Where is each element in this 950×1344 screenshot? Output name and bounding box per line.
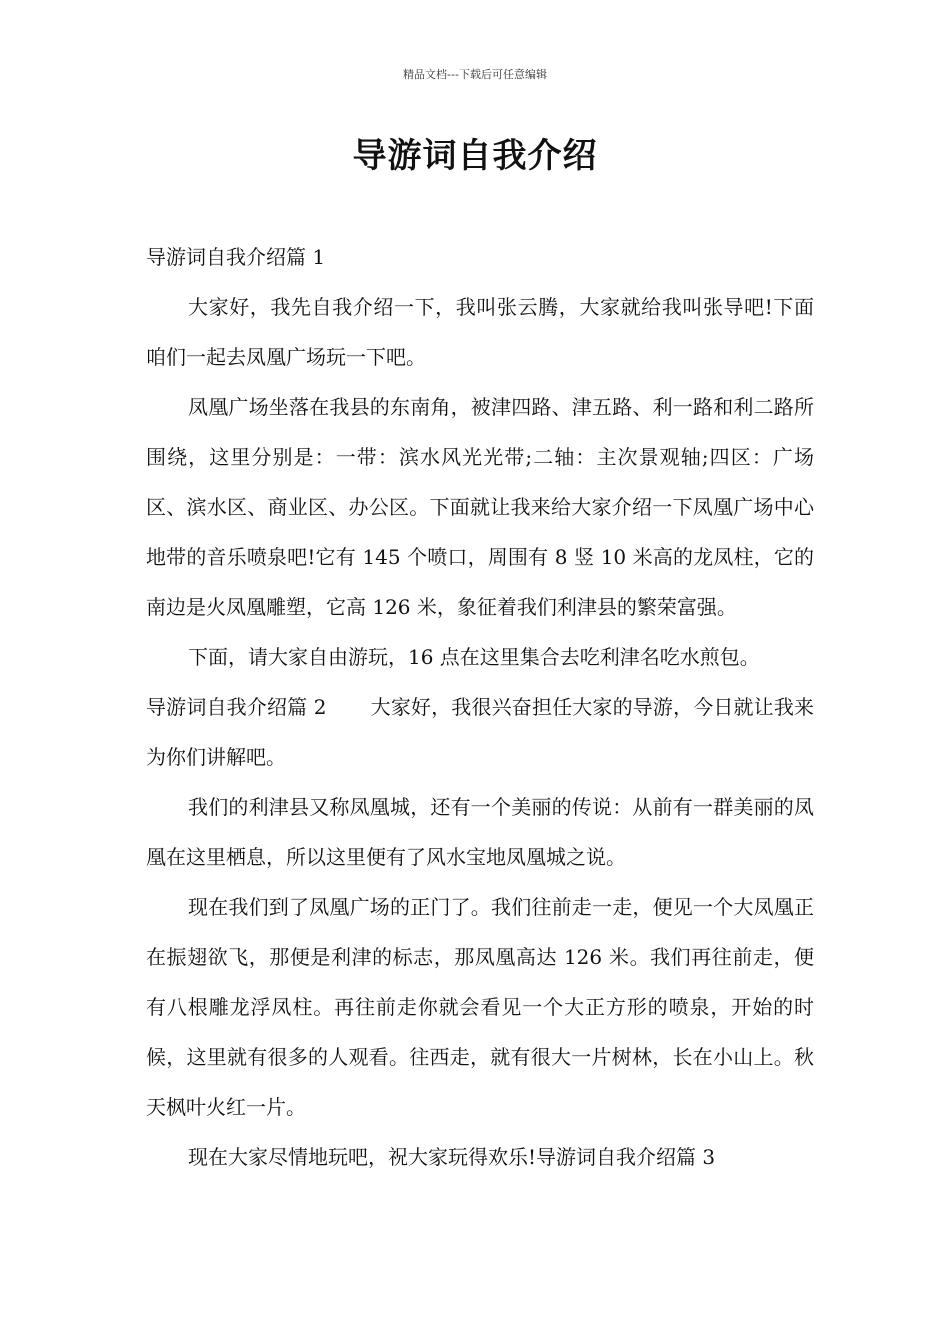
document-body [146, 232, 814, 1182]
paragraph-7: 现在大家尽情地玩吧，祝大家玩得欢乐!导游词自我介绍篇 3 [188, 1145, 716, 1169]
header-note: 精品文档---下载后可任意编辑 [403, 68, 547, 81]
paragraph-3: 下面，请大家自由游玩，16 点在这里集合去吃利津名吃水煎包。 [188, 645, 760, 669]
section-heading-2: 导游词自我介绍篇 2 [146, 695, 327, 719]
paragraph-1: 大家好，我先自我介绍一下，我叫张云腾，大家就给我叫张导吧!下面咱们一起去凤凰广场玩一下吧。 [146, 295, 814, 369]
paragraph-4: 大家好，我很兴奋担任大家的导游，今日就让我来为你们讲解吧。 [146, 695, 814, 769]
section-2-block [146, 682, 814, 782]
section-heading-1: 导游词自我介绍篇 1 [146, 245, 326, 269]
paragraph-6: 现在我们到了凤凰广场的正门了。我们往前走一走，便见一个大凤凰正在振翅欲飞，那便是利津的标志，那凤凰高达 126 米。我们再往前走，便有八根雕龙浮凤柱。再往前走你就会看见一个大正方形的喷泉，开始的时候，这里就有很多的人观看。往西走，就有很大一片树林，长在小山上。秋天枫叶火红一片。 [146, 895, 814, 1119]
page-title: 导游词自我介绍 [352, 136, 598, 176]
paragraph-2: 凤凰广场坐落在我县的东南角，被津四路、津五路、利一路和利二路所围绕，这里分别是：一带：滨水风光光带;二轴：主次景观轴;四区：广场区、滨水区、商业区、办公区。下面就让我来给大家介绍一下凤凰广场中心地带的音乐喷泉吧!它有 145 个喷口，周围有 8 竖 10 米高的龙凤柱，它的南边是火凤凰雕塑，它高 126 米，象征着我们利津县的繁荣富强。 [146, 395, 814, 619]
paragraph-5: 我们的利津县又称凤凰城，还有一个美丽的传说：从前有一群美丽的凤凰在这里栖息，所以这里便有了风水宝地凤凰城之说。 [146, 795, 814, 869]
